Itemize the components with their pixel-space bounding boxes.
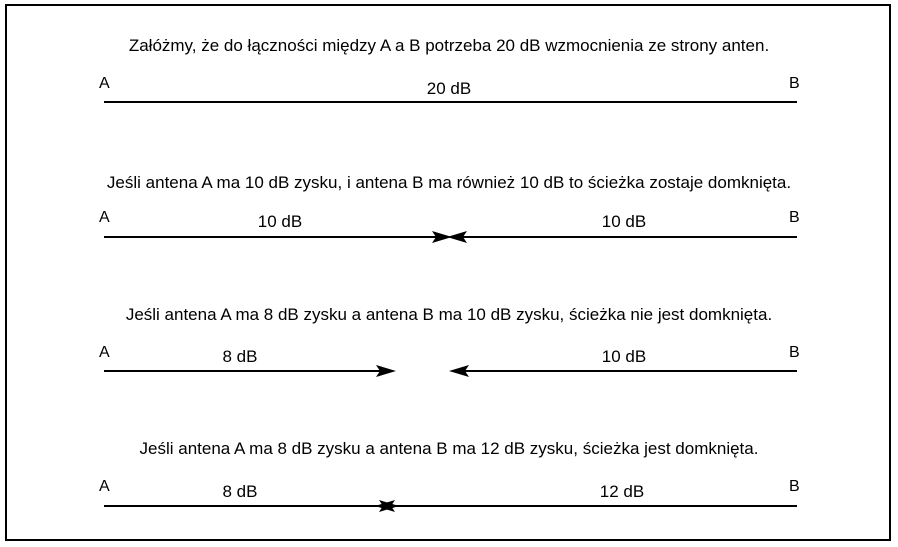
panel-1-endpoint-b: B: [789, 75, 800, 92]
panel-1-caption: Załóżmy, że do łączności między A a B potrzeba 20 dB wzmocnienia ze strony anten.: [128, 36, 770, 55]
panel-2-endpoint-a: A: [99, 209, 110, 226]
panel-4-gain-b-label: 12 dB: [599, 482, 645, 501]
panel-4-endpoint-b: B: [789, 478, 800, 495]
panel-1-total-label: 20 dB: [426, 79, 472, 98]
panel-2-endpoint-b: B: [789, 209, 800, 226]
panel-2-caption: Jeśli antena A ma 10 dB zysku, i antena B ma również 10 dB to ścieżka zostaje domknięta.: [106, 173, 792, 192]
panel-2-gain-a-label: 10 dB: [257, 212, 303, 231]
panel-4-gain-a-label: 8 dB: [222, 482, 258, 501]
panel-1-endpoint-a: A: [99, 75, 110, 92]
panel-2-gain-b-label: 10 dB: [601, 212, 647, 231]
panel-3-gain-a-label: 8 dB: [222, 347, 258, 366]
panel-3-caption: Jeśli antena A ma 8 dB zysku a antena B ma 10 dB zysku, ścieżka nie jest domknięta.: [125, 305, 773, 324]
panel-3-gain-b-label: 10 dB: [601, 347, 647, 366]
panel-4-endpoint-a: A: [99, 478, 110, 495]
panel-3-endpoint-a: A: [99, 344, 110, 361]
panel-3-endpoint-b: B: [789, 344, 800, 361]
panel-4-caption: Jeśli antena A ma 8 dB zysku a antena B ma 12 dB zysku, ścieżka jest domknięta.: [139, 439, 759, 458]
